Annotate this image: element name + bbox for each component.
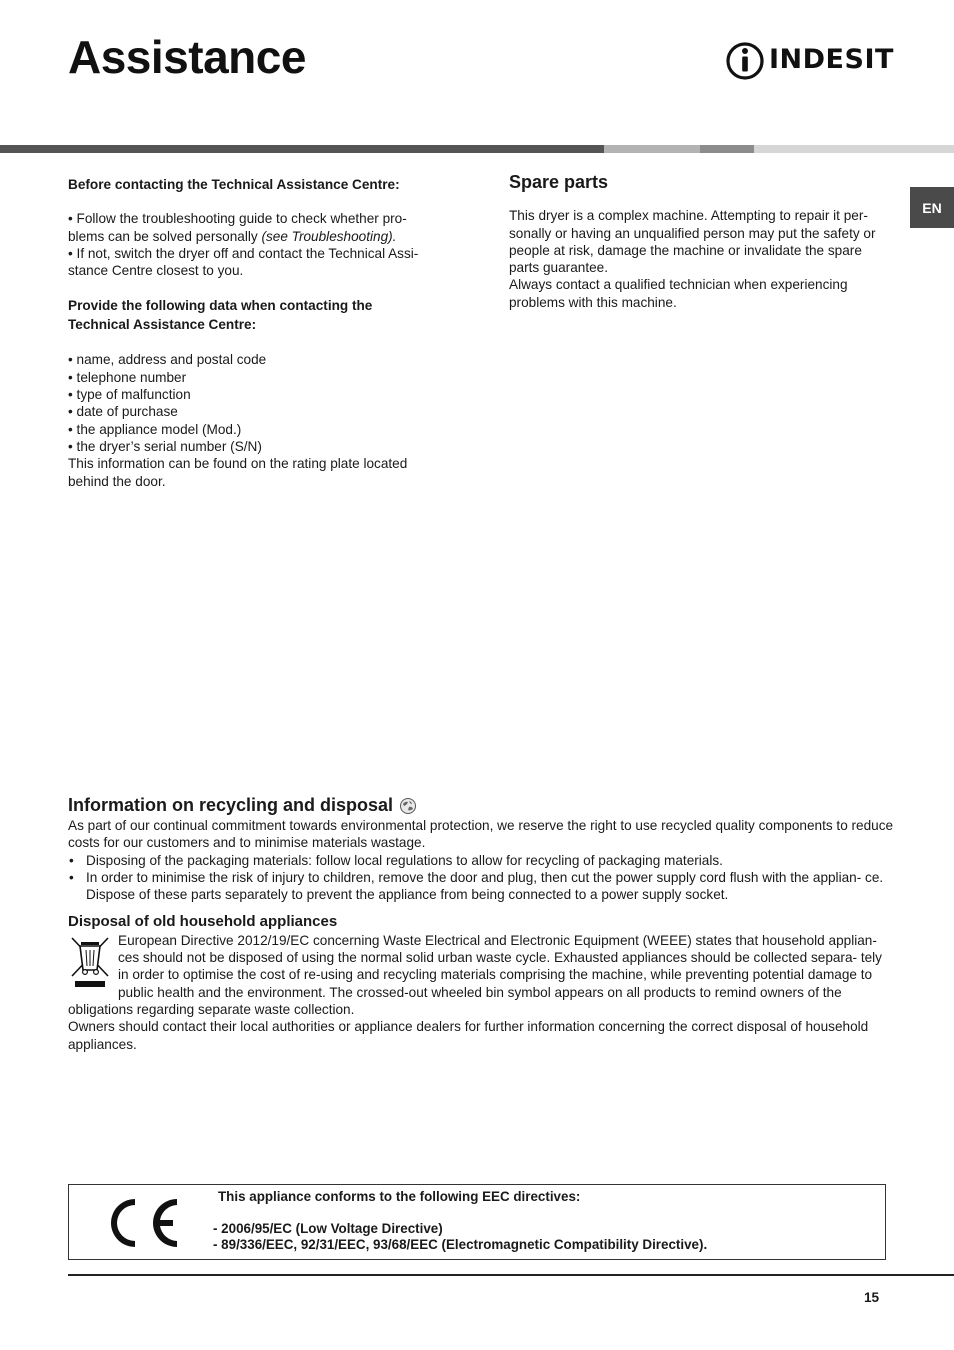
recycling-bullet: • Disposing of the packaging materials: follow local regulations to allow for recycling of packaging materials. (68, 852, 894, 869)
spare-parts-line: sonally or having an unqualified person may put the safety or (509, 225, 876, 241)
before-contacting-heading: Before contacting the Technical Assistance Centre: (68, 177, 400, 192)
data-item: • the dryer’s serial number (S/N) (68, 438, 262, 454)
ce-spacer (213, 1205, 707, 1221)
spare-parts-line: parts guarantee. (509, 260, 608, 276)
spare-parts-section (509, 174, 894, 311)
spare-parts-line: This dryer is a complex machine. Attempting to repair it per- (509, 208, 868, 224)
bullet-contact-line2: stance Centre closest to you. (68, 263, 244, 279)
header-band-mid (700, 145, 754, 153)
language-tab: EN (910, 187, 954, 228)
assistance-section (68, 176, 443, 490)
ce-compliance-box (68, 1184, 886, 1260)
data-item: • date of purchase (68, 404, 178, 420)
recycling-section (68, 797, 894, 1053)
page-number: 15 (864, 1290, 880, 1305)
owners-text: Owners should contact their local authorities or appliance dealers for further information concerning the correct disposal of household appliances. (68, 1019, 869, 1052)
spare-parts-line: problems with this machine. (509, 294, 677, 310)
data-item: • telephone number (68, 369, 187, 385)
ce-heading: This appliance conforms to the following EEC directives: (218, 1189, 581, 1204)
provide-data-heading-line2: Technical Assistance Centre: (68, 317, 257, 333)
header-band-dark (0, 145, 604, 153)
rating-plate-note-line1: This information can be found on the rating plate located (68, 456, 408, 472)
troubleshooting-reference: (see Troubleshooting). (261, 228, 397, 244)
recycling-heading: Information on recycling and disposal (68, 795, 394, 816)
page-title: Assistance (68, 31, 306, 83)
header-band-light (604, 145, 700, 153)
rating-plate-note-line2: behind the door. (68, 473, 166, 489)
ce-directive-line: - 89/336/EEC, 92/31/EEC, 93/68/EEC (Electromagnetic Compatibility Directive). (213, 1237, 708, 1252)
brand-logo (725, 38, 894, 84)
ce-text-block (213, 1189, 707, 1253)
crossed-out-wheeled-bin-icon (68, 934, 112, 990)
recycling-intro: As part of our continual commitment towards environmental protection, we reserve the right to use recycled quality components to reduce costs for our customers and to minimise materials wastage. (68, 818, 894, 851)
recycling-heading-row (68, 797, 894, 815)
recycling-bullets (68, 852, 894, 904)
brand-wordmark: INDESIT (769, 44, 894, 75)
disposal-block (68, 932, 894, 1053)
footer-divider (68, 1274, 954, 1276)
bullet-troubleshoot-text: blems can be solved personally (68, 228, 262, 244)
bullet-troubleshoot-line1: • Follow the troubleshooting guide to check whether pro- (68, 211, 407, 227)
recycling-bullet: • In order to minimise the risk of injury to children, remove the door and plug, then cut the power supply cord flush with the applian- ce. Dispose of these parts separately to prevent the appliance from being connected to a power supply socket. (68, 869, 894, 904)
provide-data-heading-line1: Provide the following data when contacting the (68, 298, 373, 314)
disposal-text: European Directive 2012/19/EC concerning Waste Electrical and Electronic Equipment (WEEE) states that household applian- ces should not be disposed of using the normal solid urban waste cycle. Exhausted appliances should be collected separa- tely in order to optimise the cost of re-using and recycling materials comprising the machine, while preventing potential damage to public health and the environment. The crossed-out wheeled bin symbol appears on all products to remind owners of the obligations regarding separate waste collection. (68, 932, 882, 1017)
header-band-pale (754, 145, 954, 153)
ce-directive-line: - 2006/95/EC (Low Voltage Directive) (213, 1221, 443, 1236)
data-item: • type of malfunction (68, 387, 191, 403)
spare-parts-line: people at risk, damage the machine or invalidate the spare (509, 242, 862, 258)
indesit-i-icon (725, 38, 765, 84)
bullet-contact-line1: • If not, switch the dryer off and contact the Technical Assi- (68, 245, 419, 261)
bullet-troubleshoot-line2 (68, 228, 443, 245)
spare-parts-line: Always contact a qualified technician when experiencing (509, 277, 848, 293)
disposal-heading: Disposal of old household appliances (68, 913, 338, 931)
ce-mark-icon (101, 1193, 181, 1253)
recycling-globe-icon (399, 797, 417, 815)
data-item: • name, address and postal code (68, 352, 267, 368)
data-item: • the appliance model (Mod.) (68, 421, 242, 437)
spare-parts-heading: Spare parts (509, 172, 609, 192)
